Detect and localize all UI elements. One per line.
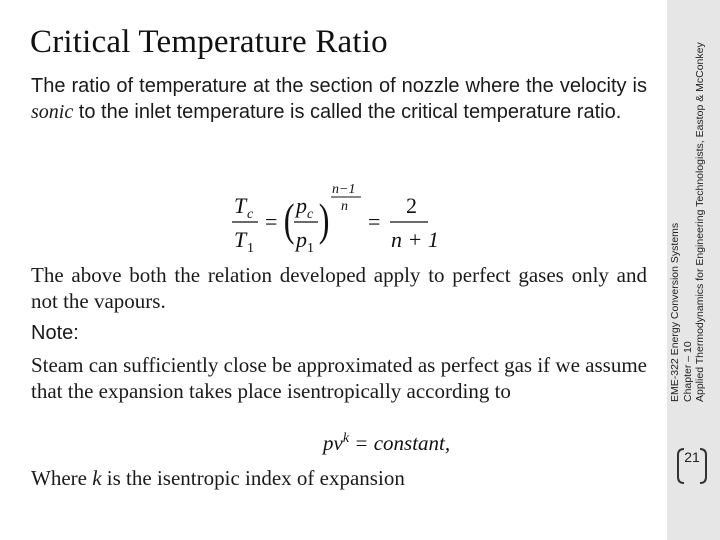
- eq-p-num-symbol: p: [296, 193, 307, 218]
- eq-lhs-den-subscript: 1: [247, 241, 254, 256]
- eq-rhs-numerator: 2: [406, 193, 417, 218]
- note-label: Note:: [31, 322, 79, 344]
- sidebar-course-info: [669, 2, 719, 402]
- index-text-end: is the isentropic index of expansion: [101, 466, 405, 490]
- sidebar-reference-book: Applied Thermodynamics for Engineering Technologists, Eastop & McConkey: [694, 42, 706, 402]
- eq-lhs-num-subscript: c: [247, 207, 254, 222]
- eq-p-den-subscript: 1: [307, 241, 314, 256]
- sonic-term: sonic: [31, 101, 74, 123]
- eq-paren-close: ): [318, 194, 330, 246]
- definition-text-start: The ratio of temperature at the section of nozzle where the velocity is: [31, 75, 647, 97]
- eq-lhs-num-symbol: T: [234, 193, 247, 218]
- eq-exponent-denominator: n: [341, 199, 348, 214]
- index-definition-paragraph: [31, 465, 647, 491]
- slide-title: Critical Temperature Ratio: [30, 24, 388, 60]
- eq-exponent-numerator: n−1: [332, 182, 356, 197]
- definition-text-end: to the inlet temperature is called the critical temperature ratio.: [73, 101, 622, 123]
- page-number: 21: [684, 449, 700, 465]
- critical-ratio-equation: [232, 180, 439, 260]
- applicability-paragraph: The above both the relation developed apply to perfect gases only and not the vapours.: [31, 263, 647, 313]
- eq-p-den-symbol: p: [296, 227, 307, 252]
- eq2-exponent: k: [342, 431, 350, 446]
- eq-equals-2: =: [368, 209, 381, 234]
- eq-rhs-denominator: n + 1: [391, 227, 439, 252]
- sidebar-course-title: EME-322 Energy Conversion Systems: [669, 222, 681, 402]
- index-text-start: Where: [31, 466, 93, 490]
- eq-paren-open: (: [283, 194, 295, 246]
- eq2-base: pv: [323, 431, 343, 455]
- index-variable: k: [92, 466, 102, 490]
- sidebar-chapter: Chapter – 10: [681, 341, 694, 402]
- definition-paragraph: [31, 73, 647, 125]
- eq-lhs-den-symbol: T: [234, 227, 247, 252]
- steam-approximation-paragraph: Steam can sufficiently close be approximated as perfect gas if we assume that the expansion takes place isentropically according to: [31, 353, 647, 403]
- eq-equals-1: =: [265, 209, 278, 234]
- eq-p-num-subscript: c: [307, 207, 314, 222]
- eq2-rhs: = constant,: [349, 431, 451, 455]
- isentropic-equation: [323, 431, 450, 456]
